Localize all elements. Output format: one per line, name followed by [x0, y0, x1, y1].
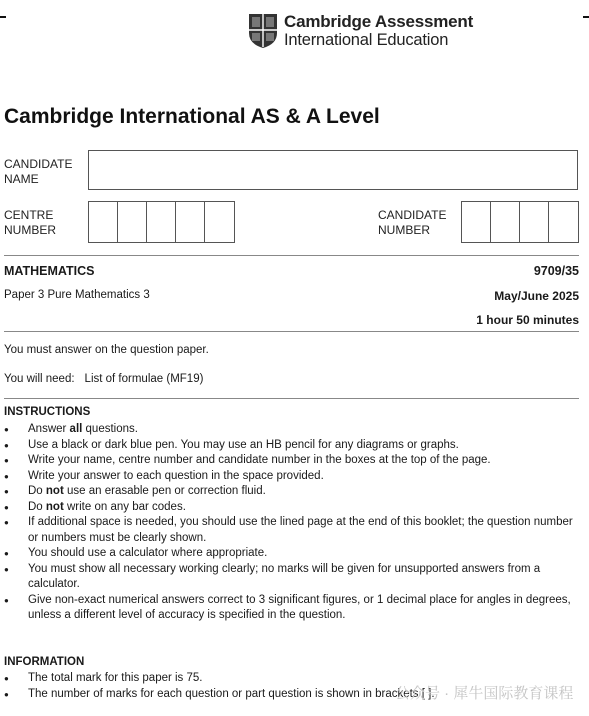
centre-number-label: CENTRE NUMBER	[4, 208, 57, 237]
candidate-name-box[interactable]	[88, 150, 578, 190]
digit-box[interactable]	[89, 202, 118, 242]
board-logo	[248, 12, 473, 50]
list-item: ● Answer all questions.	[4, 422, 574, 438]
candidate-number-label: CANDIDATE NUMBER	[378, 208, 447, 237]
list-item: ● Give non-exact numerical answers correct to 3 significant figures, or 1 decimal place for angles in degrees, unless a different level of accuracy is specified in the question.	[4, 593, 574, 624]
list-item: ● If additional space is needed, you should use the lined page at the end of this booklet; the question number or numbers must be clearly shown.	[4, 515, 574, 546]
list-item: ● Do not write on any bar codes.	[4, 500, 574, 516]
divider	[4, 255, 579, 256]
crest-icon	[248, 13, 278, 49]
materials-value: List of formulae (MF19)	[84, 373, 204, 385]
subject: MATHEMATICS	[4, 264, 95, 278]
page-title: Cambridge International AS & A Level	[4, 105, 380, 128]
digit-box[interactable]	[462, 202, 491, 242]
divider	[4, 331, 579, 332]
list-item: ● Write your answer to each question in the space provided.	[4, 469, 574, 485]
watermark: 公众号 · 犀牛国际教育课程	[395, 685, 574, 702]
digit-box[interactable]	[118, 202, 147, 242]
candidate-number-boxes[interactable]	[461, 201, 579, 243]
materials-label: You will need:	[4, 373, 75, 385]
materials-needed	[4, 373, 203, 385]
digit-box[interactable]	[549, 202, 578, 242]
digit-box[interactable]	[147, 202, 176, 242]
instructions-heading: INSTRUCTIONS	[4, 406, 91, 418]
digit-box[interactable]	[520, 202, 549, 242]
board-name-line2: International Education	[284, 31, 449, 49]
instructions-list	[4, 422, 574, 624]
list-item: ● Do not use an erasable pen or correction fluid.	[4, 484, 574, 500]
list-item: ● Use a black or dark blue pen. You may use an HB pencil for any diagrams or graphs.	[4, 438, 574, 454]
information-heading: INFORMATION	[4, 656, 85, 668]
digit-box[interactable]	[176, 202, 205, 242]
list-item: ● You must show all necessary working clearly; no marks will be given for unsupported answers from a calculator.	[4, 562, 574, 593]
paper-title: Paper 3 Pure Mathematics 3	[4, 289, 150, 301]
centre-number-boxes[interactable]	[88, 201, 235, 243]
divider	[4, 398, 579, 399]
candidate-name-label: CANDIDATE NAME	[4, 157, 73, 186]
exam-duration: 1 hour 50 minutes	[476, 313, 579, 327]
registration-mark-right	[583, 16, 589, 18]
answer-note: You must answer on the question paper.	[4, 344, 209, 356]
paper-code: 9709/35	[533, 264, 579, 278]
registration-mark-left	[0, 16, 6, 18]
list-item: ● You should use a calculator where appropriate.	[4, 546, 574, 562]
list-item: ● The total mark for this paper is 75.	[4, 671, 574, 687]
digit-box[interactable]	[491, 202, 520, 242]
digit-box[interactable]	[205, 202, 234, 242]
list-item: ● Write your name, centre number and candidate number in the boxes at the top of the page.	[4, 453, 574, 469]
board-name-line1: Cambridge Assessment	[284, 12, 474, 31]
exam-session: May/June 2025	[494, 289, 579, 303]
list-item: ● The number of marks for each question or part question is shown in brackets [ ].	[4, 687, 574, 703]
